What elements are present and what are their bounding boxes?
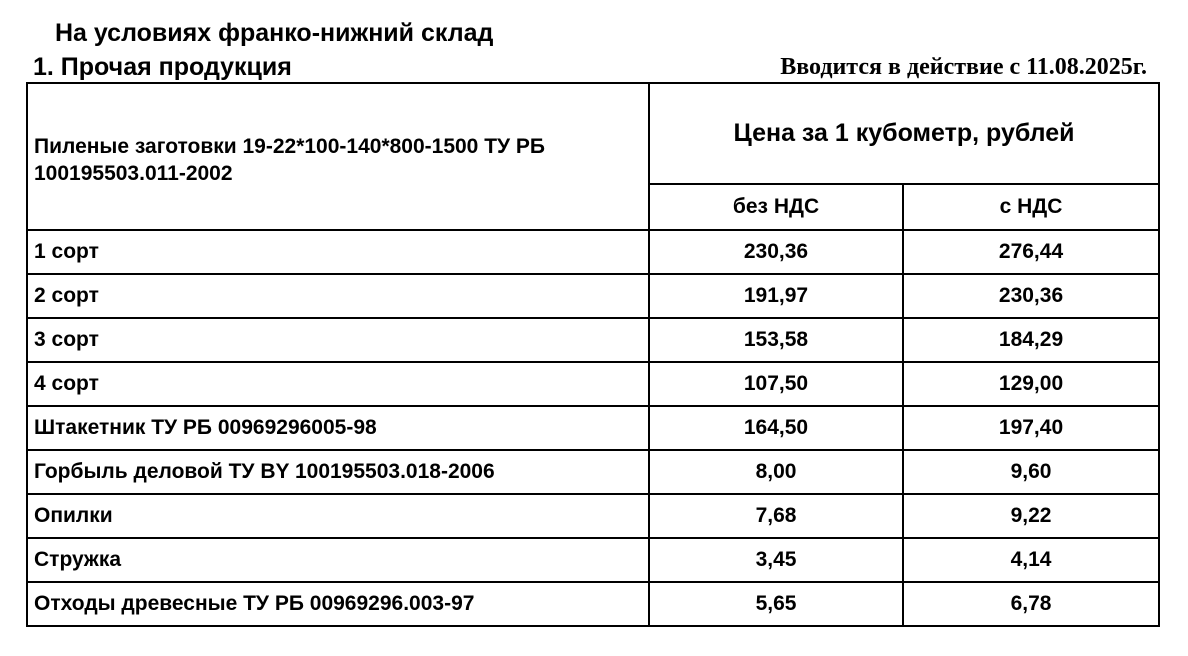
table-row [27, 274, 1159, 318]
product-header-cell: Пиленые заготовки 19-22*100-140*800-1500 ТУ РБ 100195503.011-2002 [27, 83, 649, 230]
product-name-cell: Опилки [27, 494, 649, 538]
price-with-vat-cell: 4,14 [903, 538, 1159, 582]
table-row [27, 362, 1159, 406]
effective-date: Вводится в действие с 11.08.2025г. [780, 54, 1147, 80]
product-name-cell: 2 сорт [27, 274, 649, 318]
price-with-vat-cell: 184,29 [903, 318, 1159, 362]
section-title: 1. Прочая продукция [33, 53, 292, 81]
price-without-vat-cell: 164,50 [649, 406, 903, 450]
price-without-vat-cell: 191,97 [649, 274, 903, 318]
price-without-vat-cell: 8,00 [649, 450, 903, 494]
price-with-vat-cell: 129,00 [903, 362, 1159, 406]
price-with-vat-cell: 6,78 [903, 582, 1159, 626]
price-header-cell: Цена за 1 кубометр, рублей [649, 83, 1159, 184]
price-without-vat-cell: 230,36 [649, 230, 903, 274]
price-with-vat-cell: 230,36 [903, 274, 1159, 318]
price-without-vat-cell: 5,65 [649, 582, 903, 626]
product-name-cell: Штакетник ТУ РБ 00969296005-98 [27, 406, 649, 450]
product-name-cell: 3 сорт [27, 318, 649, 362]
price-without-vat-cell: 7,68 [649, 494, 903, 538]
price-without-vat-cell: 3,45 [649, 538, 903, 582]
price-table [26, 82, 1160, 627]
product-name-cell: 4 сорт [27, 362, 649, 406]
table-row [27, 230, 1159, 274]
delivery-terms-heading: На условиях франко-нижний склад [55, 19, 494, 47]
product-name-cell: Горбыль деловой ТУ BY 100195503.018-2006 [27, 450, 649, 494]
product-name-cell: 1 сорт [27, 230, 649, 274]
product-name-cell: Отходы древесные ТУ РБ 00969296.003-97 [27, 582, 649, 626]
price-without-vat-cell: 153,58 [649, 318, 903, 362]
table-row [27, 582, 1159, 626]
price-without-vat-cell: 107,50 [649, 362, 903, 406]
table-row [27, 538, 1159, 582]
table-row [27, 494, 1159, 538]
price-with-vat-cell: 9,22 [903, 494, 1159, 538]
table-row [27, 450, 1159, 494]
table-row [27, 406, 1159, 450]
price-with-vat-cell: 197,40 [903, 406, 1159, 450]
product-name-cell: Стружка [27, 538, 649, 582]
col-header-without-vat: без НДС [649, 184, 903, 230]
table-row [27, 318, 1159, 362]
price-with-vat-cell: 276,44 [903, 230, 1159, 274]
col-header-with-vat: с НДС [903, 184, 1159, 230]
price-with-vat-cell: 9,60 [903, 450, 1159, 494]
table-header-row [27, 83, 1159, 184]
